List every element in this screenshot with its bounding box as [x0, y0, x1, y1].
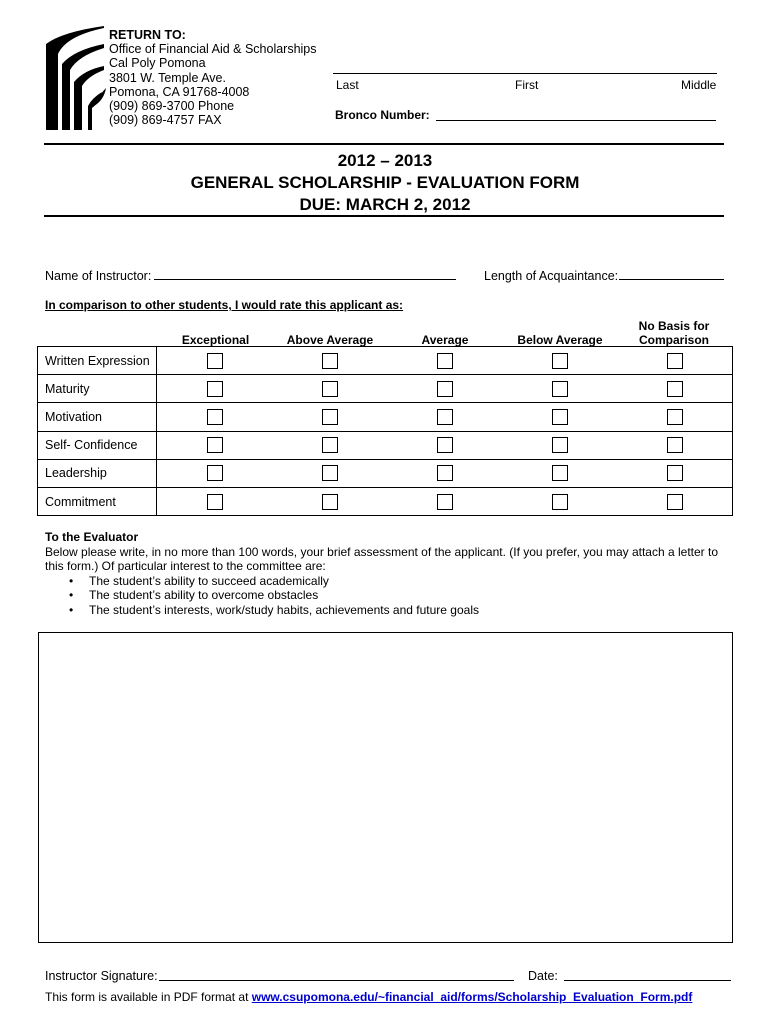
return-line-street: 3801 W. Temple Ave. — [109, 70, 226, 85]
footer-pdf-link[interactable]: www.csupomona.edu/~financial_aid/forms/Scholarship_Evaluation_Form.pdf — [251, 990, 693, 1004]
form-title — [0, 150, 770, 216]
checkbox-no-basis[interactable] — [667, 409, 683, 425]
criterion-label: Motivation — [38, 403, 157, 431]
checkbox-below-average[interactable] — [552, 409, 568, 425]
rating-options — [157, 431, 733, 459]
first-name-label: First — [515, 78, 539, 92]
checkbox-exceptional[interactable] — [207, 409, 223, 425]
checkbox-exceptional[interactable] — [207, 494, 223, 510]
evaluator-heading: To the Evaluator — [45, 530, 139, 544]
checkbox-above-average[interactable] — [322, 353, 338, 369]
title-year: 2012 – 2013 — [337, 151, 433, 170]
checkbox-no-basis[interactable] — [667, 465, 683, 481]
instructor-name-label: Name of Instructor: — [45, 269, 152, 283]
rating-row — [38, 375, 733, 403]
bronco-number-label: Bronco Number: — [335, 108, 430, 122]
checkbox-average[interactable] — [437, 465, 453, 481]
criterion-label: Maturity — [38, 375, 157, 403]
col-average: Average — [421, 333, 469, 347]
checkbox-average[interactable] — [437, 381, 453, 397]
rating-options — [157, 459, 733, 487]
comparison-heading: In comparison to other students, I would rate this applicant as: — [45, 298, 404, 312]
assessment-textarea[interactable] — [38, 632, 733, 943]
date-label: Date: — [528, 969, 558, 983]
signature-label: Instructor Signature: — [45, 969, 158, 983]
checkbox-exceptional[interactable] — [207, 381, 223, 397]
checkbox-average[interactable] — [437, 437, 453, 453]
checkbox-average[interactable] — [437, 353, 453, 369]
criterion-label: Leadership — [38, 459, 157, 487]
cal-poly-logo — [44, 26, 106, 130]
footer-text: This form is available in PDF format at — [45, 990, 252, 1004]
criterion-label: Written Expression — [38, 347, 157, 375]
return-line-city: Pomona, CA 91768-4008 — [109, 84, 250, 99]
bullet-academic: • The student’s ability to succeed academically — [89, 574, 735, 589]
title-top-rule — [44, 143, 724, 145]
checkbox-above-average[interactable] — [322, 494, 338, 510]
checkbox-above-average[interactable] — [322, 465, 338, 481]
bullet-obstacles: • The student’s ability to overcome obstacles — [89, 588, 735, 603]
checkbox-no-basis[interactable] — [667, 381, 683, 397]
col-no-basis-line1: No Basis for — [638, 319, 710, 333]
checkbox-below-average[interactable] — [552, 353, 568, 369]
acquaintance-line[interactable] — [619, 279, 724, 280]
checkbox-above-average[interactable] — [322, 437, 338, 453]
footer-note — [45, 990, 692, 1004]
return-line-phone: (909) 869-3700 Phone — [109, 99, 235, 114]
signature-line[interactable] — [159, 980, 514, 981]
evaluator-bullet-list — [45, 574, 735, 618]
checkbox-exceptional[interactable] — [207, 437, 223, 453]
return-address — [109, 28, 317, 127]
return-line-school: Cal Poly Pomona — [109, 56, 206, 71]
rating-row — [38, 459, 733, 487]
checkbox-exceptional[interactable] — [207, 465, 223, 481]
col-no-basis — [618, 319, 730, 347]
rating-options — [157, 347, 733, 375]
applicant-name-line[interactable] — [333, 73, 717, 74]
rating-options — [157, 375, 733, 403]
col-exceptional: Exceptional — [181, 333, 250, 347]
return-heading: RETURN TO: — [109, 28, 186, 42]
checkbox-above-average[interactable] — [322, 381, 338, 397]
col-above-average: Above Average — [286, 333, 374, 347]
title-main: GENERAL SCHOLARSHIP - EVALUATION FORM — [190, 173, 580, 192]
checkbox-no-basis[interactable] — [667, 494, 683, 510]
evaluator-instructions — [45, 530, 735, 617]
rating-row — [38, 403, 733, 431]
criterion-label: Commitment — [38, 487, 157, 515]
checkbox-below-average[interactable] — [552, 465, 568, 481]
col-no-basis-line2: Comparison — [638, 333, 709, 347]
acquaintance-label: Length of Acquaintance: — [484, 269, 619, 283]
title-bottom-rule — [44, 215, 724, 217]
rating-row — [38, 487, 733, 515]
checkbox-no-basis[interactable] — [667, 437, 683, 453]
title-due: DUE: MARCH 2, 2012 — [299, 195, 471, 214]
checkbox-below-average[interactable] — [552, 437, 568, 453]
col-below-average: Below Average — [517, 333, 603, 347]
checkbox-average[interactable] — [437, 409, 453, 425]
instructor-name-line[interactable] — [154, 279, 456, 280]
return-line-office: Office of Financial Aid & Scholarships — [109, 42, 317, 57]
rating-options — [157, 487, 733, 515]
bronco-number-line[interactable] — [436, 120, 716, 121]
return-line-fax: (909) 869-4757 FAX — [109, 113, 222, 128]
checkbox-no-basis[interactable] — [667, 353, 683, 369]
middle-name-label: Middle — [681, 78, 717, 92]
ratings-table — [37, 346, 733, 516]
checkbox-below-average[interactable] — [552, 381, 568, 397]
bullet-interests: • The student’s interests, work/study habits, achievements and future goals — [89, 603, 735, 618]
checkbox-above-average[interactable] — [322, 409, 338, 425]
criterion-label: Self- Confidence — [38, 431, 157, 459]
rating-options — [157, 403, 733, 431]
checkbox-average[interactable] — [437, 494, 453, 510]
checkbox-exceptional[interactable] — [207, 353, 223, 369]
checkbox-below-average[interactable] — [552, 494, 568, 510]
date-line[interactable] — [564, 980, 731, 981]
last-name-label: Last — [336, 78, 359, 92]
rating-row — [38, 347, 733, 375]
evaluator-text: Below please write, in no more than 100 words, your brief assessment of the applicant. (If you prefer, you may attach a letter to this form.) Of particular interest to the committee are: — [45, 544, 719, 573]
rating-row — [38, 431, 733, 459]
